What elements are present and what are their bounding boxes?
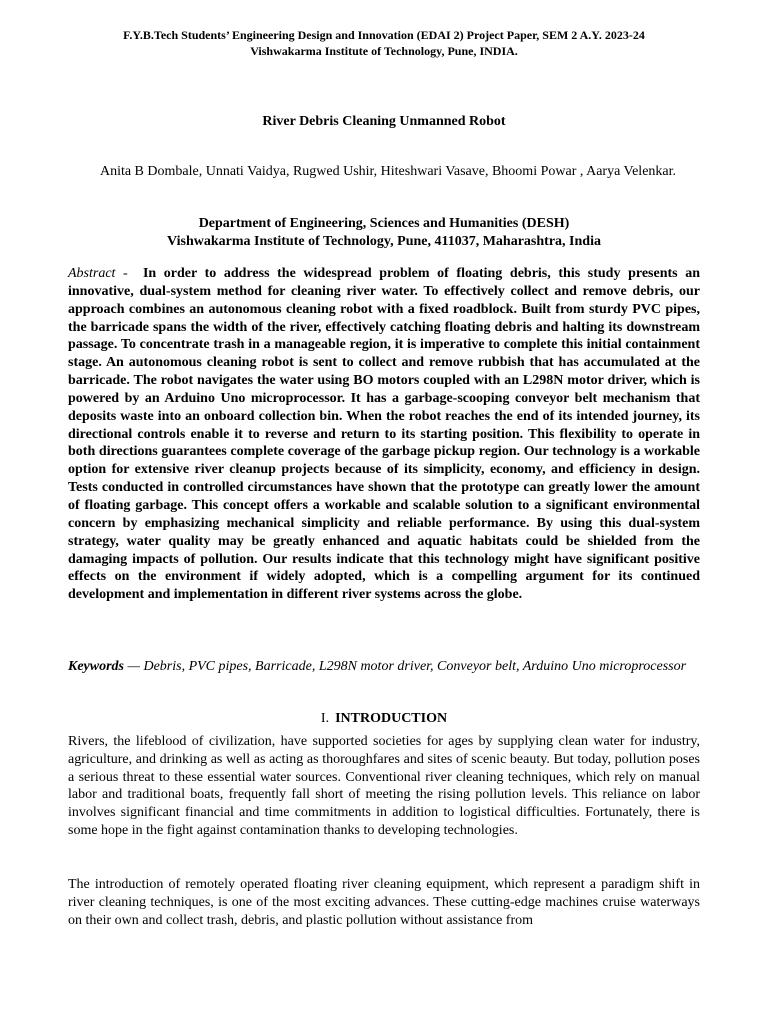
abstract — [68, 265, 700, 604]
affiliation — [0, 215, 768, 251]
body-paragraph: Rivers, the lifeblood of civilization, have supported societies for ages by supplying clean water for industry, agriculture, and drinking as well as acting as thoroughfares and sites of scenic beauty. But today, pollution poses a serious threat to these essential water sources. Conventional river cleaning techniques, which rely on manual labor and traditional boats, frequently fall short of meeting the rising pollution levels. This reliance on labor involves significant financial and time commitments in addition to logistical difficulties. Fortunately, there is some hope in the fight against contamination thanks to developing technologies. — [68, 734, 700, 838]
header-line-1: F.Y.B.Tech Students’ Engineering Design and Innovation (EDAI 2) Project Paper, SEM 2 A.Y. 2023-24 — [123, 28, 645, 42]
keywords-separator: — — [124, 659, 144, 674]
keywords-label: Keywords — [68, 659, 124, 674]
affiliation-department: Department of Engineering, Sciences and Humanities (DESH) — [198, 216, 570, 231]
section-number: I. — [320, 711, 330, 726]
paper-title: River Debris Cleaning Unmanned Robot — [262, 114, 506, 129]
abstract-text: In order to address the widespread problem of floating debris, this study presents an innovative, dual-system method for cleaning river water. To effectively collect and remove debris, our approach combines an autonomous cleaning robot with a fixed roadblock. Built from sturdy PVC pipes, the barricade spans the width of the river, effectively catching floating debris and halting its downstream passage. To concentrate trash in a manageable region, it is imperative to complete this initial containment stage. An autonomous cleaning robot is sent to collect and remove rubbish that has accumulated at the barricade. The robot navigates the water using BO motors coupled with an L298N motor driver, which is powered by an Arduino Uno microprocessor. It has a garbage-scooping conveyor belt mechanism that deposits waste into an onboard collection bin. When the robot reaches the end of its intended journey, its directional controls enable it to reverse and return to its starting position. This flexibility to operate in both directions guarantees complete coverage of the garbage pickup region. Our technology is a workable option for extensive river cleanup projects because of its simplicity, economy, and efficiency in design. Tests conducted in controlled circumstances have shown that the prototype can greatly lower the amount of floating garbage. This concept offers a workable and scalable solution to a significant environmental concern by emphasizing mechanical simplicity and reliable performance. By using this dual-system strategy, water quality may be greatly enhanced and aquatic habitats could be shielded from the damaging impacts of pollution. Our results indicate that this technology might have significant positive effects on the environment if widely adopted, which is a compelling argument for its continued development and implementation in different river systems across the globe. — [68, 266, 700, 603]
section-title: INTRODUCTION — [335, 711, 448, 726]
abstract-label: Abstract - — [68, 266, 128, 281]
author-list: Anita B Dombale, Unnati Vaidya, Rugwed Ushir, Hiteshwari Vasave, Bhoomi Powar , Aarya Velenkar. — [99, 164, 677, 179]
header-line-2: Vishwakarma Institute of Technology, Pune, INDIA. — [250, 44, 518, 58]
section-heading-introduction — [0, 710, 768, 728]
body-paragraph: The introduction of remotely operated floating river cleaning equipment, which represent a paradigm shift in river cleaning techniques, is one of the most exciting advances. These cutting-edge machines cruise waterways on their own and collect trash, debris, and plastic pollution without assistance from — [68, 877, 700, 928]
keywords — [68, 658, 700, 676]
keywords-text: Debris, PVC pipes, Barricade, L298N motor driver, Conveyor belt, Arduino Uno microprocessor — [143, 659, 687, 674]
running-header — [0, 27, 768, 59]
affiliation-institute: Vishwakarma Institute of Technology, Pune, 411037, Maharashtra, India — [167, 234, 601, 249]
